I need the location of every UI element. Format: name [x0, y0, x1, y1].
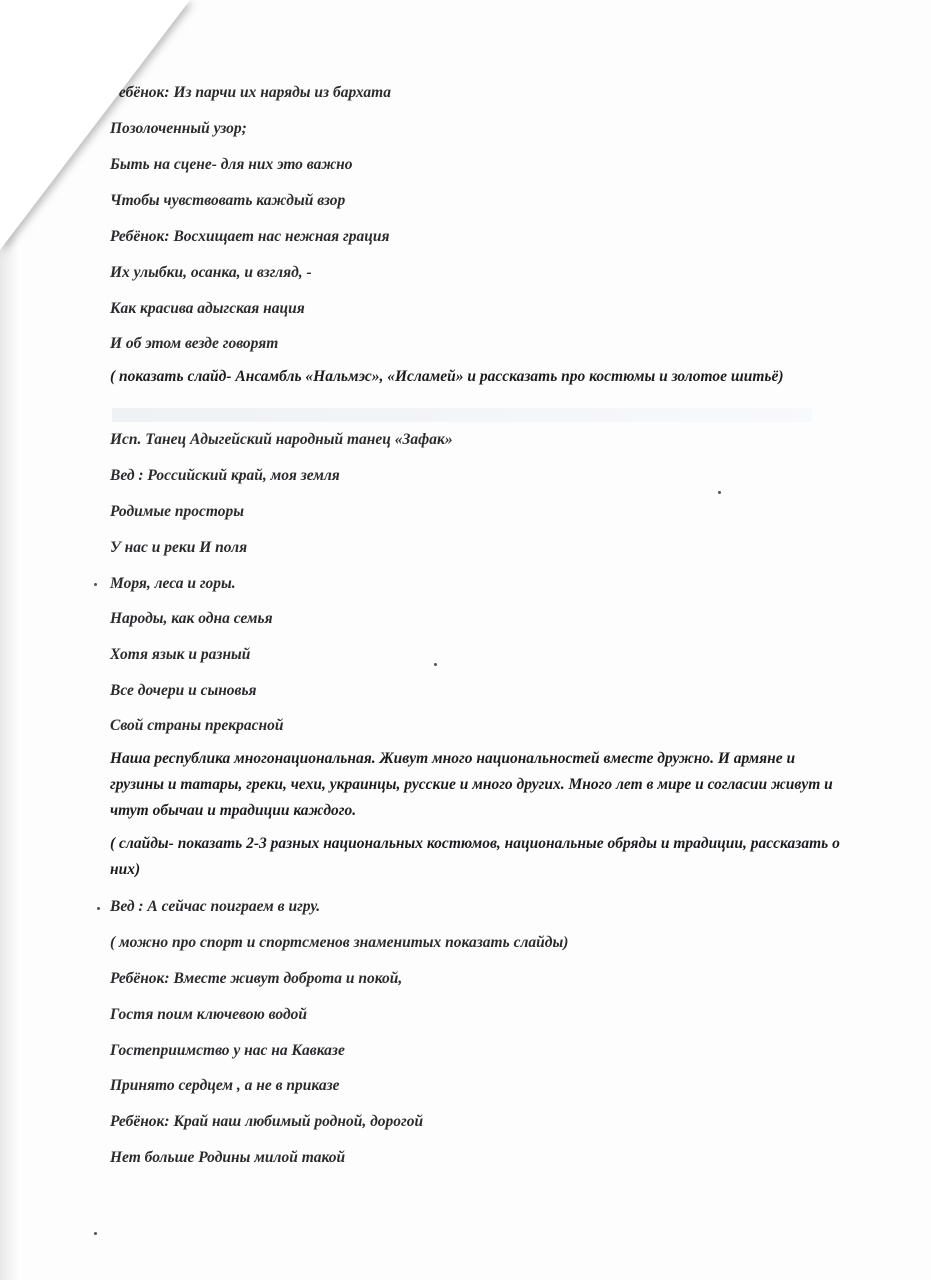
- folded-corner: [0, 0, 190, 250]
- text-paragraph: Наша республика многонациональная. Живут много национальностей вместе дружно. И армяне и грузины и татары, греки, чехи, украинцы, русские и много других. Много лет в мире и согласии живут и чтут обычаи и традиции каждого.: [110, 750, 833, 819]
- text-line: Исп. Танец Адыгейский народный танец «Зафак»: [110, 431, 453, 448]
- text-line: Ребёнок: Вместе живут доброта и покой,: [110, 970, 403, 987]
- text-line: Народы, как одна семья: [110, 610, 273, 627]
- scan-speck: [94, 583, 97, 586]
- scan-speck: [434, 663, 437, 666]
- text-line: Принято сердцем , а не в приказе: [110, 1077, 340, 1094]
- text-line: Все дочери и сыновья: [110, 682, 257, 699]
- text-line: Хотя язык и разный: [110, 646, 251, 663]
- scan-speck: [97, 907, 100, 910]
- text-line: Гостя поим ключевою водой: [110, 1006, 308, 1023]
- scan-speck: [718, 491, 721, 494]
- text-line: ( можно про спорт и спортсменов знаменитых показать слайды): [110, 934, 569, 951]
- text-line: Моря, леса и горы.: [110, 575, 236, 592]
- text-line: Быть на сцене- для них это важно: [110, 156, 353, 173]
- bleed-through-ghost-text: [112, 408, 812, 422]
- text-line: Позолоченный узор;: [110, 120, 247, 137]
- text-line: Ребёнок: Восхищает нас нежная грация: [110, 228, 390, 245]
- text-paragraph: ( слайды- показать 2-3 разных национальных костюмов, национальные обряды и традиции, рассказать о них): [110, 835, 840, 878]
- text-line: Вед : А сейчас поиграем в игру.: [110, 898, 321, 915]
- text-paragraph: ( показать слайд- Ансамбль «Нальмэс», «Исламей» и рассказать про костюмы и золотое шитьё): [110, 368, 784, 385]
- text-line: И об этом везде говорят: [110, 335, 279, 352]
- text-line: Ребёнок: Край наш любимый родной, дорогой: [110, 1113, 424, 1130]
- scan-speck: [94, 1232, 97, 1235]
- text-line: Родимые просторы: [110, 503, 244, 520]
- text-line: Свой страны прекрасной: [110, 717, 284, 734]
- text-line: Чтобы чувствовать каждый взор: [110, 192, 346, 209]
- text-line: Как красива адыгская нация: [110, 300, 305, 317]
- text-line: Гостеприимство у нас на Кавказе: [110, 1042, 345, 1059]
- text-line: У нас и реки И поля: [110, 539, 248, 556]
- text-line: Вед : Российский край, моя земля: [110, 467, 340, 484]
- text-line: Ребёнок: Из парчи их наряды из бархата: [110, 84, 391, 101]
- text-line: Их улыбки, осанка, и взгляд, -: [110, 264, 312, 281]
- text-line: Нет больше Родины милой такой: [110, 1149, 346, 1166]
